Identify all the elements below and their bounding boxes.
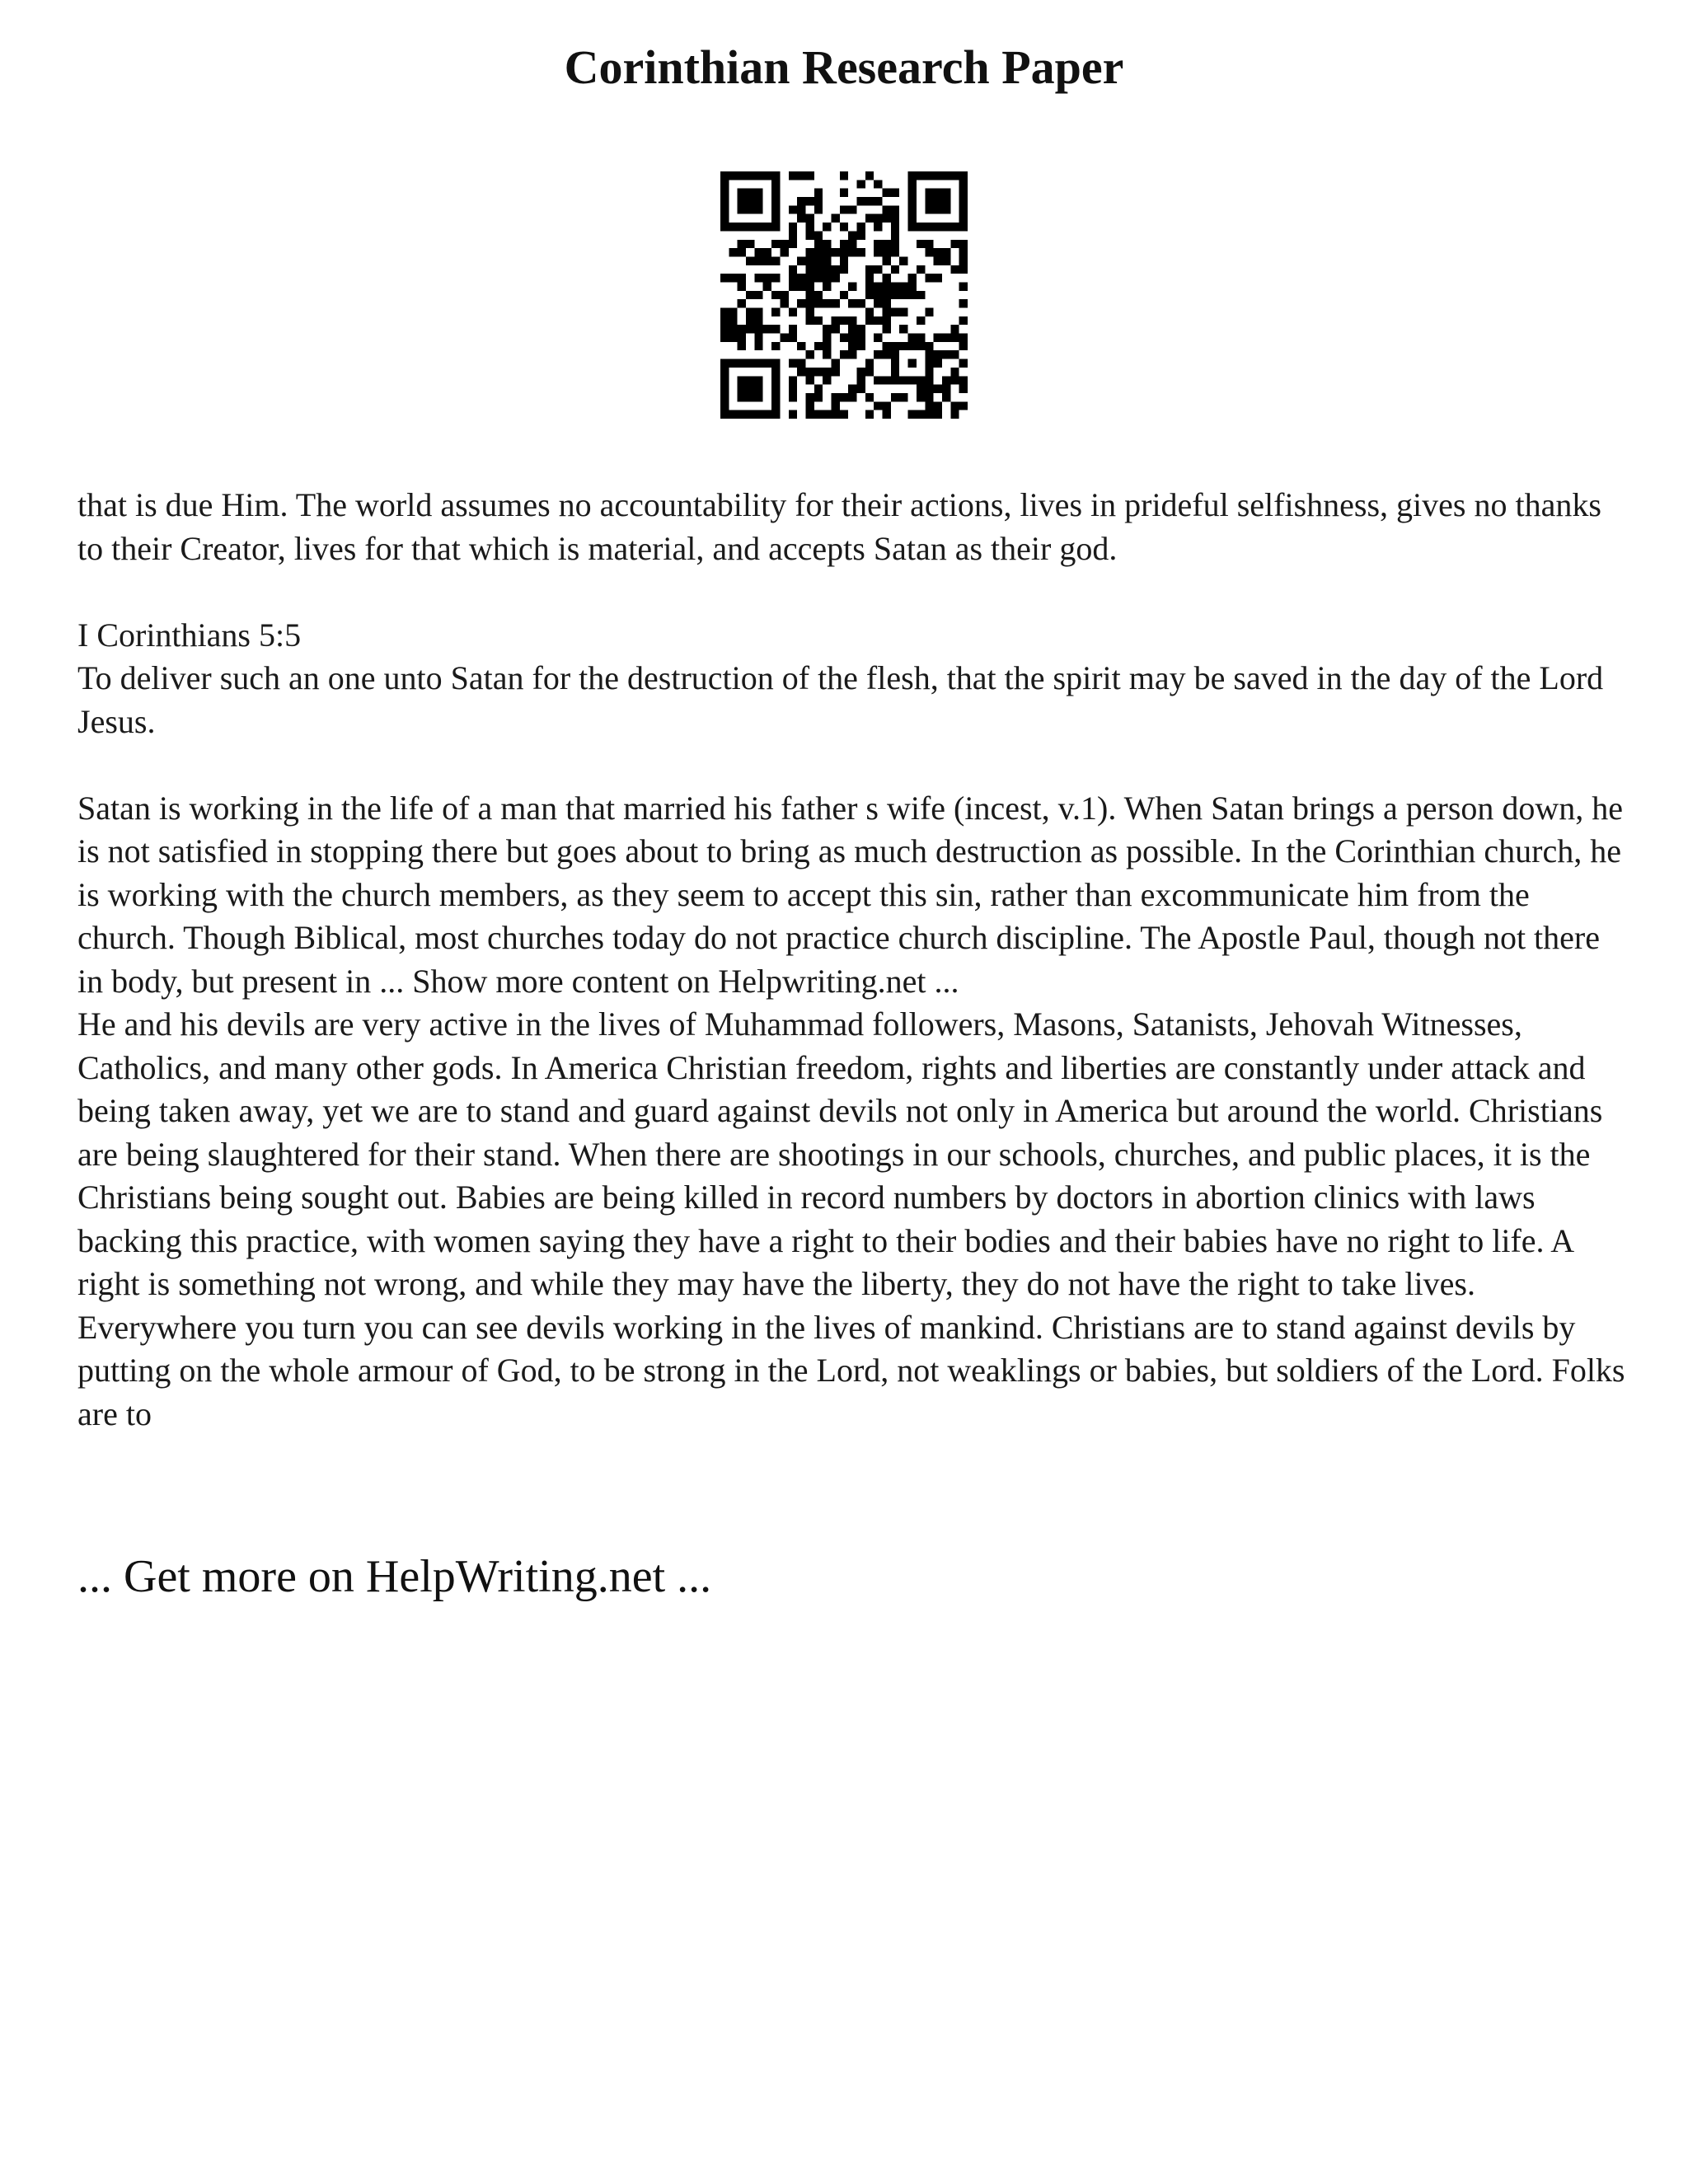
paragraph-satan-working: Satan is working in the life of a man that married his father s wife (incest, v.1). When Satan brings a person down, he is not satisfied in stopping there but goes about to bring as much destruction as possible. In the Corinthian church, he is working with the church members, as they seem to accept this sin, rather than excommunicate him from the church. Though Biblical, most churches today do not practice church discipline. The Apostle Paul, though not there in body, but present in ... Show more content on Helpwriting.net ... xyxy=(77,789,1624,1000)
document-body xyxy=(77,484,1627,1436)
verse-text: To deliver such an one unto Satan for the destruction of the flesh, that the spirit may be saved in the day of the Lord Jesus. xyxy=(77,659,1604,740)
page-title: Corinthian Research Paper xyxy=(564,40,1124,94)
qr-code-icon xyxy=(720,171,968,419)
get-more-link[interactable]: ... Get more on HelpWriting.net ... xyxy=(77,1551,712,1602)
paragraph-intro: that is due Him. The world assumes no accountability for their actions, lives in prideful selfishness, gives no thanks to their Creator, lives for that which is material, and accepts Satan as their god. xyxy=(77,486,1601,567)
paragraph-devils-active: He and his devils are very active in the lives of Muhammad followers, Masons, Satanists, Jehovah Witnesses, Catholics, and many other gods. In America Christian freedom, rights and liberties are constantly under attack and being taken away, yet we are to stand and guard against devils not only in America but around the world. Christians are being slaughtered for their stand. When there are shootings in our schools, churches, and public places, it is the Christians being sought out. Babies are being killed in record numbers by doctors in abortion clinics with laws backing this practice, with women saying they have a right to their bodies and their babies have no right to life. A right is something not wrong, and while they may have the liberty, they do not have the right to take lives. Everywhere you turn you can see devils working in the lives of mankind. Christians are to stand against devils by putting on the whole armour of God, to be strong in the Lord, not weaklings or babies, but soldiers of the Lord. Folks are to xyxy=(77,1005,1625,1432)
paragraph-gap xyxy=(77,570,1627,614)
verse-reference: I Corinthians 5:5 xyxy=(77,616,302,654)
paragraph-gap xyxy=(77,743,1627,787)
